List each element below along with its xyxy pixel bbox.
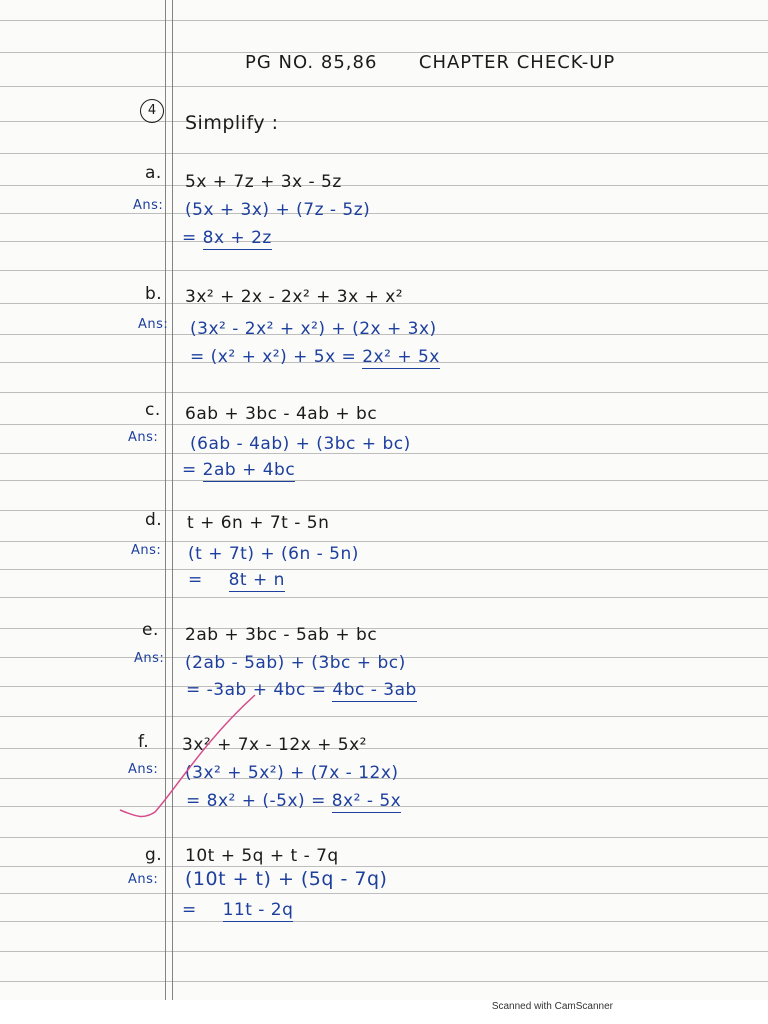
check-mark-icon (115, 690, 265, 830)
answer-step1-c: (6ab - 4ab) + (3bc + bc) (190, 434, 411, 454)
answer-work-e: -3ab + 4bc = (206, 680, 327, 700)
margin-line-outer (165, 0, 166, 1000)
problem-expression-d: t + 6n + 7t - 5n (187, 513, 330, 533)
problem-expression-b: 3x² + 2x - 2x² + 3x + x² (185, 287, 404, 307)
ruled-line (0, 213, 768, 214)
answer-work-f: 8x² + (-5x) = (206, 791, 326, 811)
answer-step1-f: (3x² + 5x²) + (7x - 12x) (185, 763, 399, 783)
ruled-line (0, 893, 768, 894)
answer-step1-a: (5x + 3x) + (7z - 5z) (185, 200, 371, 220)
equals-sign: = (186, 791, 201, 811)
answer-label-g: Ans: (128, 872, 159, 887)
problem-letter-d: d. (145, 510, 163, 530)
problem-letter-b: b. (145, 284, 163, 304)
answer-label-b: Ans: (138, 317, 169, 332)
ruled-line (0, 866, 768, 867)
equals-sign: = (186, 680, 201, 700)
answer-result-b: 2x² + 5x (362, 347, 440, 367)
answer-step2-d (188, 570, 285, 590)
ruled-line (0, 951, 768, 952)
answer-label-a: Ans: (133, 198, 164, 213)
scanner-watermark: Scanned with CamScanner (491, 1001, 613, 1012)
ruled-line (0, 153, 768, 154)
chapter-label: CHAPTER CHECK-UP (418, 52, 616, 73)
answer-step2-b (190, 347, 440, 367)
problem-letter-c: c. (145, 400, 161, 420)
equals-sign: = (190, 347, 205, 367)
problem-letter-g: g. (145, 845, 163, 865)
problem-letter-a: a. (145, 163, 162, 183)
problem-expression-c: 6ab + 3bc - 4ab + bc (185, 404, 378, 424)
ruled-line (0, 628, 768, 629)
ruled-line (0, 185, 768, 186)
answer-label-e: Ans: (134, 651, 165, 666)
ruled-line (0, 921, 768, 922)
answer-step2-g (182, 900, 293, 920)
answer-label-d: Ans: (131, 543, 162, 558)
answer-step1-b: (3x² - 2x² + x²) + (2x + 3x) (190, 319, 437, 339)
answer-result-d: 8t + n (228, 570, 285, 590)
ruled-line (0, 392, 768, 393)
equals-sign: = (182, 228, 197, 248)
ruled-line (0, 20, 768, 21)
equals-sign: = (182, 900, 197, 920)
question-heading: Simplify : (185, 112, 279, 134)
ruled-line (0, 424, 768, 425)
answer-result-a: 8x + 2z (202, 228, 272, 248)
ruled-line (0, 541, 768, 542)
margin-line-inner (172, 0, 173, 1000)
answer-step2-c (182, 460, 295, 480)
equals-sign: = (188, 570, 203, 590)
page-title (245, 52, 615, 73)
ruled-line (0, 241, 768, 242)
ruled-line (0, 837, 768, 838)
answer-step1-d: (t + 7t) + (6n - 5n) (188, 544, 359, 564)
ruled-line (0, 569, 768, 570)
equals-sign: = (182, 460, 197, 480)
ruled-line (0, 270, 768, 271)
problem-expression-a: 5x + 7z + 3x - 5z (185, 172, 342, 192)
ruled-line (0, 480, 768, 481)
answer-result-e: 4bc - 3ab (332, 680, 417, 700)
answer-result-f: 8x² - 5x (331, 791, 402, 811)
scanner-footer (0, 1000, 768, 1024)
problem-expression-f: 3x² + 7x - 12x + 5x² (182, 735, 367, 755)
problem-letter-f: f. (138, 732, 150, 752)
answer-label-f: Ans: (128, 762, 159, 777)
question-number-circle: 4 (140, 99, 164, 123)
answer-step2-a (182, 228, 272, 248)
answer-label-c: Ans: (128, 430, 159, 445)
answer-result-g: 11t - 2q (222, 900, 294, 920)
problem-expression-e: 2ab + 3bc - 5ab + bc (185, 625, 378, 645)
ruled-line (0, 510, 768, 511)
ruled-line (0, 121, 768, 122)
answer-step1-g: (10t + t) + (5q - 7q) (185, 868, 388, 890)
ruled-line (0, 981, 768, 982)
answer-step1-e: (2ab - 5ab) + (3bc + bc) (185, 653, 406, 673)
problem-expression-g: 10t + 5q + t - 7q (185, 846, 339, 866)
answer-result-c: 2ab + 4bc (202, 460, 296, 480)
ruled-line (0, 597, 768, 598)
page-number-label: PG NO. 85,86 (245, 52, 378, 73)
answer-work-b: (x² + x²) + 5x = (210, 347, 357, 367)
check-mark-stroke (120, 695, 255, 816)
problem-letter-e: e. (142, 620, 159, 640)
ruled-line (0, 86, 768, 87)
